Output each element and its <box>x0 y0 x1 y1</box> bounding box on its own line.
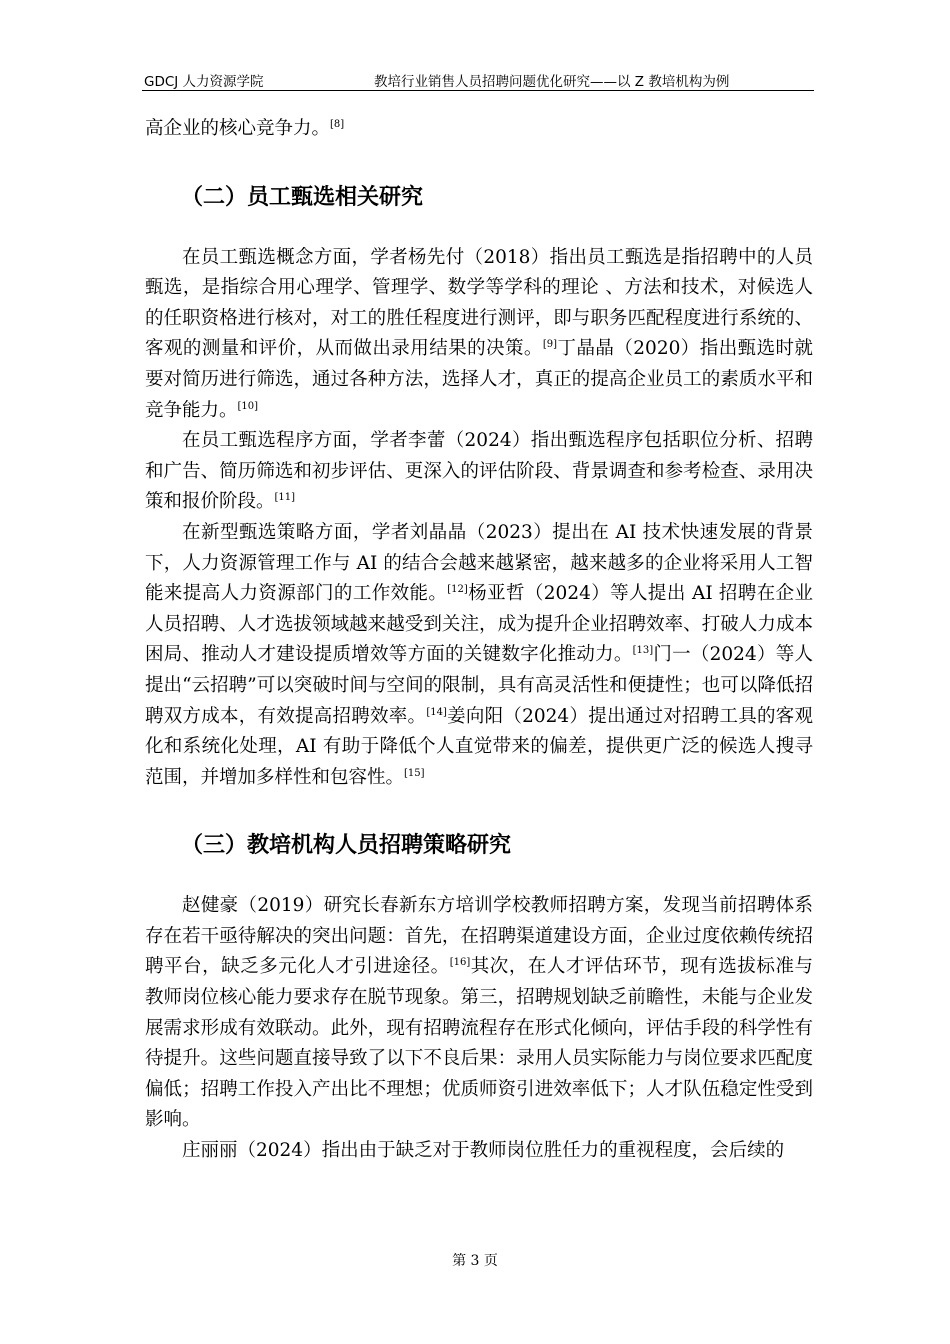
body-text <box>145 114 813 1167</box>
citation-ref: [15] <box>404 767 425 779</box>
paragraph-text: 庄丽丽（2024）指出由于缺乏对于教师岗位胜任力的重视程度，会后续的 <box>182 1140 785 1162</box>
running-header <box>142 70 814 91</box>
paragraph-text: 其次，在人才评估环节，现有选拔标准与教师岗位核心能力要求存在脱节现象。第三，招聘规划缺乏前瞻性，未能与企业发展需求形成有效联动。此外，现有招聘流程存在形式化倾向，评估手段的科学性有待提升。这些问题直接导致了以下不良后果：录用人员实际能力与岗位要求匹配度偏低；招聘工作投入产出比不理想；优质师资引进效率低下；人才队伍稳定性受到影响。 <box>145 956 813 1131</box>
section-heading-2: （二）员工甄选相关研究 <box>181 184 424 210</box>
paragraph-text: 姜向阳（2024）提出通过对招聘工具的客观化和系统化处理，AI 有助于降低个人直觉带来的偏差，提供更广泛的候选人搜寻范围，并增加多样性和包容性。 <box>145 705 813 788</box>
paragraph-text: 高企业的核心竞争力。 <box>145 118 331 139</box>
paragraph-text: 赵健豪（2019）研究长春新东方培训学校教师招聘方案，发现当前招聘体系存在若干亟待解决的突出问题：首先，在招聘渠道建设方面，企业过度依赖传统招聘平台，缺乏多元化人才引进途径。 <box>145 895 813 978</box>
section-heading-3: （三）教培机构人员招聘策略研究 <box>181 833 512 859</box>
citation-ref: [8] <box>330 118 345 130</box>
paragraph-text: 在员工甄选概念方面，学者杨先付（2018）指出员工甄选是指招聘中的人员甄选，是指综合用心理学、管理学、数学等学科的理论 、方法和技术，对候选人的任职资格进行核对，对工的胜任程度进行测评，即与职务匹配程度进行系统的、客观的测量和评价，从而做出录用结果的决策。 <box>145 246 813 360</box>
header-institution: GDCJ 人力资源学院 <box>144 74 264 90</box>
citation-ref: [16] <box>449 957 471 969</box>
citation-ref: [13] <box>632 645 654 657</box>
paragraph-text: 丁晶晶（2020）指出甄选时就要对简历进行筛选，通过各种方法，选择人才，真正的提高企业员工的素质水平和竞争能力。 <box>145 338 813 421</box>
paragraph-text: 门一（2024）等人提出“云招聘”可以突破时间与空间的限制，具有高灵活性和便捷性；也可以降低招聘双方成本，有效提高招聘效率。 <box>145 644 813 727</box>
citation-ref: [14] <box>426 706 447 718</box>
paragraph-text: 杨亚哲（2024）等人提出 AI 招聘在企业人员招聘、人才选拔领域越来越受到关注，成为提升企业招聘效率、打破人力成本困局、推动人才建设提质增效等方面的关键数字化推动力。 <box>145 583 813 666</box>
citation-ref: [10] <box>237 400 259 412</box>
paragraph-selection-procedure <box>145 426 813 518</box>
paragraph-text: 在新型甄选策略方面，学者刘晶晶（2023）提出在 AI 技术快速发展的背景下，人力资源管理工作与 AI 的结合会越来越紧密，越来越多的企业将采用人工智能来提高人力资源部门的工作效能。 <box>145 521 813 605</box>
citation-ref: [9] <box>542 339 558 351</box>
paragraph-selection-concept <box>145 243 813 427</box>
header-title: 教培行业销售人员招聘问题优化研究——以 Z 教培机构为例 <box>374 74 730 90</box>
paragraph-continued <box>145 114 813 145</box>
paragraph-competency <box>145 1136 813 1167</box>
paragraph-recruitment-problems <box>145 891 813 1136</box>
page-number: 第 3 页 <box>452 1253 498 1269</box>
paragraph-text: 在员工甄选程序方面，学者李蕾（2024）指出甄选程序包括职位分析、招聘和广告、简历筛选和初步评估、更深入的评估阶段、背景调查和参考检查、录用决策和报价阶段。 <box>145 430 813 513</box>
paragraph-selection-strategy <box>145 518 813 793</box>
citation-ref: [11] <box>274 492 296 504</box>
citation-ref: [12] <box>447 583 468 595</box>
